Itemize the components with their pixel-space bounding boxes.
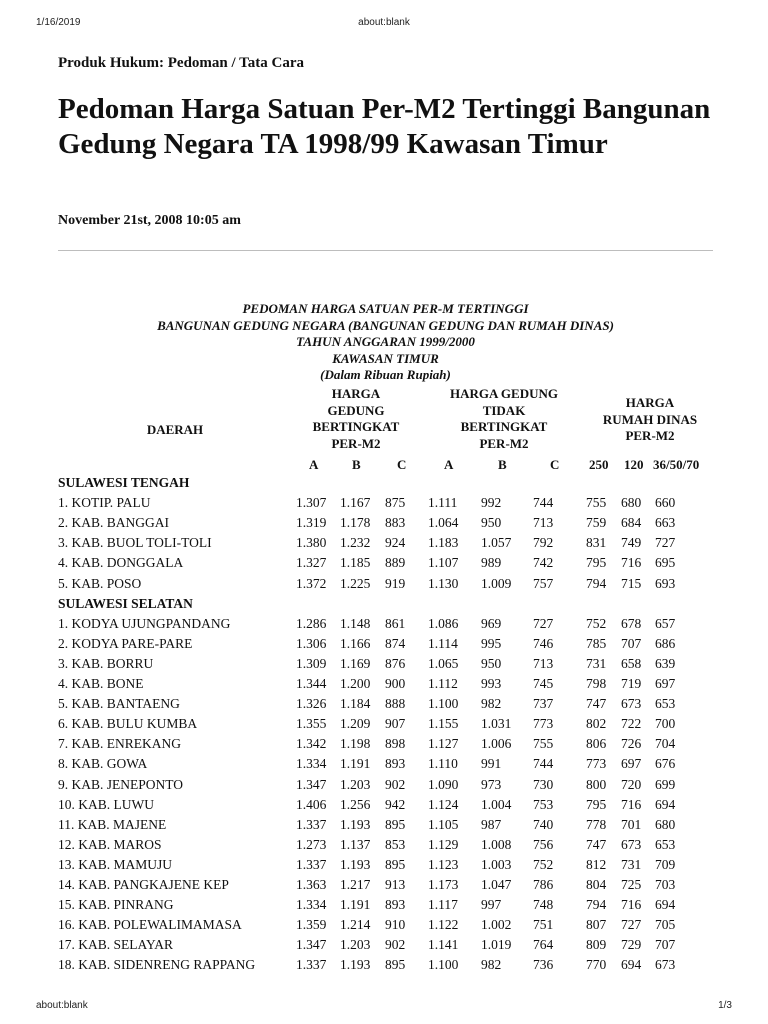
table-cell: 1.286: [296, 615, 327, 631]
table-cell: 902: [385, 776, 406, 792]
table-row: [0, 875, 768, 895]
header-line: PER-M2: [625, 428, 675, 443]
table-row: [0, 674, 768, 694]
table-cell: 740: [533, 816, 554, 832]
sub-header: C: [397, 457, 407, 472]
table-cell: 748: [533, 897, 554, 913]
table-cell: 1.191: [340, 897, 371, 913]
table-cell: 1.372: [296, 575, 327, 591]
header-line: RUMAH DINAS: [602, 411, 698, 427]
table-cell: 997: [481, 897, 502, 913]
table-cell: 893: [385, 897, 406, 913]
table-cell: 707: [655, 937, 676, 953]
table-cell: 853: [385, 836, 406, 852]
table-cell: 727: [655, 535, 676, 551]
region-name: 4. KAB. DONGGALA: [58, 555, 184, 571]
table-cell: 1.217: [340, 877, 371, 892]
region-name: 9. KAB. JENEPONTO: [58, 776, 184, 792]
table-cell: 875: [385, 495, 406, 511]
table-cell: 744: [533, 756, 554, 772]
table-cell: 794: [586, 575, 607, 591]
table-cell: 704: [655, 736, 676, 752]
table-cell: 653: [655, 696, 676, 712]
table-cell: 1.105: [428, 816, 459, 832]
table-cell: 1.327: [296, 555, 327, 571]
table-cell: 694: [621, 957, 642, 973]
table-cell: 742: [533, 555, 554, 571]
sub-header: B: [352, 457, 361, 472]
table-cell: 1.137: [340, 836, 371, 852]
table-cell: 716: [621, 897, 642, 913]
region-name: 8. KAB. GOWA: [58, 756, 148, 772]
table-cell: 1.047: [481, 877, 512, 892]
table-cell: 991: [481, 756, 502, 772]
table-cell: 902: [385, 937, 406, 953]
table-cell: 1.183: [428, 535, 459, 551]
table-cell: 982: [481, 696, 502, 712]
region-name: 2. KAB. BANGGAI: [58, 515, 169, 531]
sub-header: 250: [589, 457, 609, 472]
table-row: [0, 775, 768, 795]
table-cell: 773: [586, 756, 607, 772]
table-cell: 888: [385, 696, 406, 712]
table-cell: 745: [533, 676, 554, 691]
region-name: 2. KODYA PARE-PARE: [58, 635, 193, 651]
table-cell: 786: [533, 877, 554, 892]
table-cell: 1.232: [340, 535, 371, 551]
table-cell: 663: [655, 515, 676, 531]
table-cell: 1.337: [296, 957, 327, 973]
region-name: 17. KAB. SELAYAR: [58, 937, 174, 953]
print-url: about:blank: [358, 17, 410, 28]
table-cell: 1.086: [428, 615, 459, 631]
table-row: [0, 694, 768, 714]
table-cell: 804: [586, 877, 607, 892]
table-row: [0, 895, 768, 915]
table-cell: 707: [621, 635, 642, 651]
table-row: [0, 553, 768, 573]
table-cell: 700: [655, 716, 676, 732]
document-heading: [58, 301, 713, 384]
header-line: HARGA: [331, 386, 381, 401]
table-cell: 1.129: [428, 836, 459, 852]
table-cell: 1.057: [481, 535, 512, 551]
table-cell: 812: [586, 856, 607, 872]
table-cell: 1.003: [481, 856, 512, 872]
table-cell: 1.319: [296, 515, 327, 531]
column-header-daerah: DAERAH: [146, 422, 204, 437]
sub-header: A: [309, 457, 319, 472]
table-cell: 694: [655, 796, 676, 812]
table-row: [0, 714, 768, 734]
table-cell: 713: [533, 655, 554, 671]
table-cell: 1.173: [428, 877, 459, 892]
table-cell: 982: [481, 957, 502, 973]
table-row: [0, 493, 768, 513]
header-line: BERTINGKAT: [312, 419, 400, 434]
table-row: [0, 795, 768, 815]
table-row: [0, 654, 768, 674]
table-cell: 1.273: [296, 836, 327, 852]
table-cell: 726: [621, 736, 642, 752]
table-cell: 1.169: [340, 655, 371, 671]
table-cell: 1.203: [340, 776, 371, 792]
table-cell: 795: [586, 555, 607, 571]
header-line: BERTINGKAT: [460, 419, 548, 434]
table-cell: 749: [621, 535, 642, 551]
print-date: 1/16/2019: [36, 17, 81, 28]
header-line: HARGA: [625, 395, 675, 410]
table-cell: 1.203: [340, 937, 371, 953]
footer-url: about:blank: [36, 1000, 88, 1011]
table-cell: 1.193: [340, 816, 371, 832]
table-cell: 713: [533, 515, 554, 531]
article-date: November 21st, 2008 10:05 am: [58, 213, 241, 228]
header-line: PER-M2: [331, 435, 381, 451]
table-cell: 1.155: [428, 716, 459, 732]
table-cell: 673: [655, 957, 676, 973]
table-cell: 874: [385, 635, 406, 651]
table-cell: 861: [385, 615, 406, 631]
table-cell: 773: [533, 716, 554, 732]
table-cell: 973: [481, 776, 502, 792]
table-row: [0, 955, 768, 975]
table-cell: 1.065: [428, 655, 459, 671]
table-cell: 1.347: [296, 937, 327, 953]
table-cell: 987: [481, 816, 502, 832]
table-cell: 913: [385, 877, 406, 892]
table-cell: 993: [481, 676, 502, 691]
table-cell: 792: [533, 535, 554, 551]
table-cell: 895: [385, 816, 406, 832]
table-cell: 759: [586, 515, 607, 531]
region-name: 5. KAB. POSO: [58, 575, 142, 591]
table-cell: 1.031: [481, 716, 512, 732]
page-title: Pedoman Harga Satuan Per-M2 Tertinggi Bangunan Gedung Negara TA 1998/99 Kawasan Timur: [58, 93, 711, 160]
table-cell: 1.198: [340, 736, 371, 752]
table-cell: 680: [621, 495, 642, 511]
region-name: 3. KAB. BORRU: [58, 655, 154, 671]
table-row: [0, 574, 768, 594]
region-name: 11. KAB. MAJENE: [58, 816, 167, 832]
table-cell: 969: [481, 615, 502, 631]
table-cell: 1.107: [428, 555, 459, 571]
table-cell: 1.122: [428, 917, 459, 933]
table-cell: 695: [655, 555, 676, 571]
table-cell: 1.009: [481, 575, 512, 591]
table-cell: 1.309: [296, 655, 327, 671]
table-cell: 924: [385, 535, 406, 551]
table-cell: 1.209: [340, 716, 371, 732]
table-cell: 1.064: [428, 515, 459, 531]
table-row: [0, 734, 768, 754]
table-cell: 1.193: [340, 957, 371, 973]
table-cell: 737: [533, 696, 554, 712]
table-cell: 795: [586, 796, 607, 812]
table-cell: 1.100: [428, 957, 459, 973]
table-cell: 755: [586, 495, 607, 511]
table-cell: 831: [586, 535, 607, 551]
table-cell: 1.185: [340, 555, 371, 571]
region-name: 13. KAB. MAMUJU: [58, 856, 173, 872]
heading-line: TAHUN ANGGARAN 1999/2000: [296, 334, 475, 349]
table-cell: 900: [385, 676, 406, 691]
table-cell: 1.306: [296, 635, 327, 651]
table-cell: 809: [586, 937, 607, 953]
table-cell: 950: [481, 655, 502, 671]
table-cell: 673: [621, 836, 642, 852]
table-cell: 731: [586, 655, 607, 671]
region-name: 16. KAB. POLEWALIMAMASA: [58, 917, 242, 933]
table-cell: 1.148: [340, 615, 371, 631]
table-cell: 736: [533, 957, 554, 973]
table-cell: 720: [621, 776, 642, 792]
table-cell: 730: [533, 776, 554, 792]
table-cell: 697: [621, 756, 642, 772]
table-cell: 1.114: [428, 635, 458, 651]
header-line: PER-M2: [479, 435, 529, 451]
table-cell: 1.256: [340, 796, 371, 812]
table-cell: 715: [621, 575, 642, 591]
table-cell: 895: [385, 957, 406, 973]
table-cell: 729: [621, 937, 642, 953]
table-cell: 1.214: [340, 917, 371, 933]
region-name: 10. KAB. LUWU: [58, 796, 154, 812]
heading-line: PEDOMAN HARGA SATUAN PER-M TERTINGGI: [242, 301, 529, 316]
table-cell: 806: [586, 736, 607, 752]
table-cell: 660: [655, 495, 676, 511]
header-line: GEDUNG: [327, 402, 385, 418]
table-row: [0, 855, 768, 875]
table-row: [0, 533, 768, 553]
table-cell: 658: [621, 655, 642, 671]
table-cell: 1.111: [428, 495, 458, 511]
section-row: [0, 594, 768, 614]
region-name: 5. KAB. BANTAENG: [58, 696, 180, 712]
table-cell: 1.002: [481, 917, 512, 933]
table-cell: 1.193: [340, 856, 371, 872]
table-cell: 992: [481, 495, 502, 511]
table-cell: 699: [655, 776, 676, 792]
table-cell: 1.380: [296, 535, 327, 551]
table-cell: 1.004: [481, 796, 512, 812]
table-cell: 1.363: [296, 877, 327, 892]
table-cell: 989: [481, 555, 502, 571]
table-cell: 794: [586, 897, 607, 913]
table-cell: 1.342: [296, 736, 327, 752]
divider: [58, 250, 713, 251]
table-cell: 727: [621, 917, 642, 933]
table-cell: 1.178: [340, 515, 371, 531]
table-cell: 694: [655, 897, 676, 913]
table-cell: 1.359: [296, 917, 327, 933]
table-cell: 719: [621, 676, 642, 691]
table-cell: 1.355: [296, 716, 327, 732]
region-name: 14. KAB. PANGKAJENE KEP: [58, 877, 229, 892]
table-cell: 686: [655, 635, 676, 651]
table-cell: 725: [621, 877, 642, 892]
region-name: 7. KAB. ENREKANG: [58, 736, 181, 752]
table-cell: 747: [586, 696, 607, 712]
region-name: 12. KAB. MAROS: [58, 836, 162, 852]
table-cell: 756: [533, 836, 554, 852]
table-cell: 1.191: [340, 756, 371, 772]
table-cell: 693: [655, 575, 676, 591]
table-cell: 995: [481, 635, 502, 651]
table-cell: 802: [586, 716, 607, 732]
table-cell: 1.344: [296, 676, 327, 691]
heading-line: KAWASAN TIMUR: [332, 350, 439, 366]
table-cell: 1.307: [296, 495, 327, 511]
table-cell: 942: [385, 796, 406, 812]
table-cell: 1.166: [340, 635, 371, 651]
region-name: 4. KAB. BONE: [58, 676, 144, 691]
section-label: SULAWESI SELATAN: [58, 595, 193, 611]
table-cell: 747: [586, 836, 607, 852]
table-cell: 1.334: [296, 756, 327, 772]
table-cell: 1.337: [296, 816, 327, 832]
sub-header: A: [444, 457, 454, 472]
header-line: HARGA GEDUNG: [450, 386, 558, 401]
table-cell: 653: [655, 836, 676, 852]
table-cell: 889: [385, 555, 406, 571]
table-cell: 1.337: [296, 856, 327, 872]
table-cell: 1.326: [296, 696, 327, 712]
table-cell: 727: [533, 615, 554, 631]
sub-header: 120: [624, 457, 644, 472]
table-cell: 1.141: [428, 937, 459, 953]
table-cell: 757: [533, 575, 554, 591]
table-cell: 1.019: [481, 937, 512, 953]
table-cell: 705: [655, 917, 676, 933]
table-cell: 639: [655, 655, 676, 671]
table-cell: 907: [385, 716, 406, 732]
table-row: [0, 614, 768, 634]
table-cell: 697: [655, 676, 676, 691]
table-cell: 898: [385, 736, 406, 752]
table-cell: 673: [621, 696, 642, 712]
sub-header: C: [550, 457, 560, 472]
table-cell: 1.347: [296, 776, 327, 792]
region-name: 6. KAB. BULU KUMBA: [58, 716, 198, 732]
table-cell: 1.100: [428, 696, 459, 712]
table-cell: 1.123: [428, 856, 459, 872]
table-cell: 876: [385, 655, 406, 671]
table-cell: 1.090: [428, 776, 459, 792]
table-cell: 1.184: [340, 696, 371, 712]
table-cell: 919: [385, 575, 406, 591]
table-cell: 1.334: [296, 897, 327, 913]
table-cell: 703: [655, 877, 676, 892]
region-name: 18. KAB. SIDENRENG RAPPANG: [58, 957, 256, 973]
heading-line: (Dalam Ribuan Rupiah): [320, 367, 451, 382]
table-row: [0, 815, 768, 835]
table-cell: 770: [586, 957, 607, 973]
table-cell: 1.127: [428, 736, 459, 752]
table-cell: 1.124: [428, 796, 459, 812]
table-cell: 1.117: [428, 897, 458, 913]
table-cell: 751: [533, 917, 554, 933]
region-name: 15. KAB. PINRANG: [58, 897, 174, 913]
heading-line: BANGUNAN GEDUNG NEGARA (BANGUNAN GEDUNG DAN RUMAH DINAS): [157, 317, 614, 333]
page-indicator: 1/3: [718, 1000, 732, 1011]
table-cell: 678: [621, 615, 642, 631]
table-cell: 684: [621, 515, 642, 531]
table-cell: 893: [385, 756, 406, 772]
table-row: [0, 634, 768, 654]
section-row: [0, 473, 768, 493]
table-cell: 676: [655, 756, 676, 772]
table-row: [0, 935, 768, 955]
table-cell: 752: [586, 615, 607, 631]
table-cell: 1.167: [340, 495, 371, 511]
table-cell: 716: [621, 796, 642, 812]
section-label: SULAWESI TENGAH: [58, 475, 190, 490]
table-cell: 778: [586, 816, 607, 832]
table-cell: 1.200: [340, 676, 371, 691]
region-name: 1. KODYA UJUNGPANDANG: [58, 615, 231, 631]
table-row: [0, 835, 768, 855]
table-cell: 731: [621, 856, 642, 872]
table-cell: 800: [586, 776, 607, 792]
column-header-rumah-dinas: [582, 395, 718, 445]
table-cell: 785: [586, 635, 607, 651]
table-cell: 764: [533, 937, 554, 953]
table-cell: 1.008: [481, 836, 512, 852]
table-row: [0, 513, 768, 533]
region-name: 1. KOTIP. PALU: [58, 495, 151, 511]
table-cell: 1.406: [296, 796, 327, 812]
table-cell: 798: [586, 676, 607, 691]
table-cell: 680: [655, 816, 676, 832]
table-cell: 895: [385, 856, 406, 872]
region-name: 3. KAB. BUOL TOLI-TOLI: [58, 535, 212, 551]
sub-header: B: [498, 457, 507, 472]
table-cell: 1.130: [428, 575, 459, 591]
article-category: Produk Hukum: Pedoman / Tata Cara: [58, 55, 305, 71]
column-header-gedung-bertingkat: [296, 386, 416, 452]
sub-header: 36/50/70: [653, 457, 700, 472]
table-cell: 753: [533, 796, 554, 812]
table-cell: 701: [621, 816, 642, 832]
table-cell: 807: [586, 917, 607, 933]
table-cell: 1.112: [428, 676, 458, 691]
table-cell: 1.006: [481, 736, 512, 752]
table-cell: 716: [621, 555, 642, 571]
table-cell: 910: [385, 917, 406, 933]
header-line: TIDAK: [482, 402, 526, 418]
table-row: [0, 915, 768, 935]
table-cell: 657: [655, 615, 676, 631]
table-cell: 1.225: [340, 575, 371, 591]
table-cell: 709: [655, 856, 676, 872]
column-header-gedung-tidak-bertingkat: [430, 386, 578, 452]
table-cell: 744: [533, 495, 554, 511]
table-cell: 755: [533, 736, 554, 752]
table-cell: 1.110: [428, 756, 458, 772]
table-cell: 752: [533, 856, 554, 872]
table-cell: 883: [385, 515, 406, 531]
table-cell: 722: [621, 716, 642, 732]
table-row: [0, 754, 768, 774]
table-cell: 746: [533, 635, 554, 651]
table-cell: 950: [481, 515, 502, 531]
